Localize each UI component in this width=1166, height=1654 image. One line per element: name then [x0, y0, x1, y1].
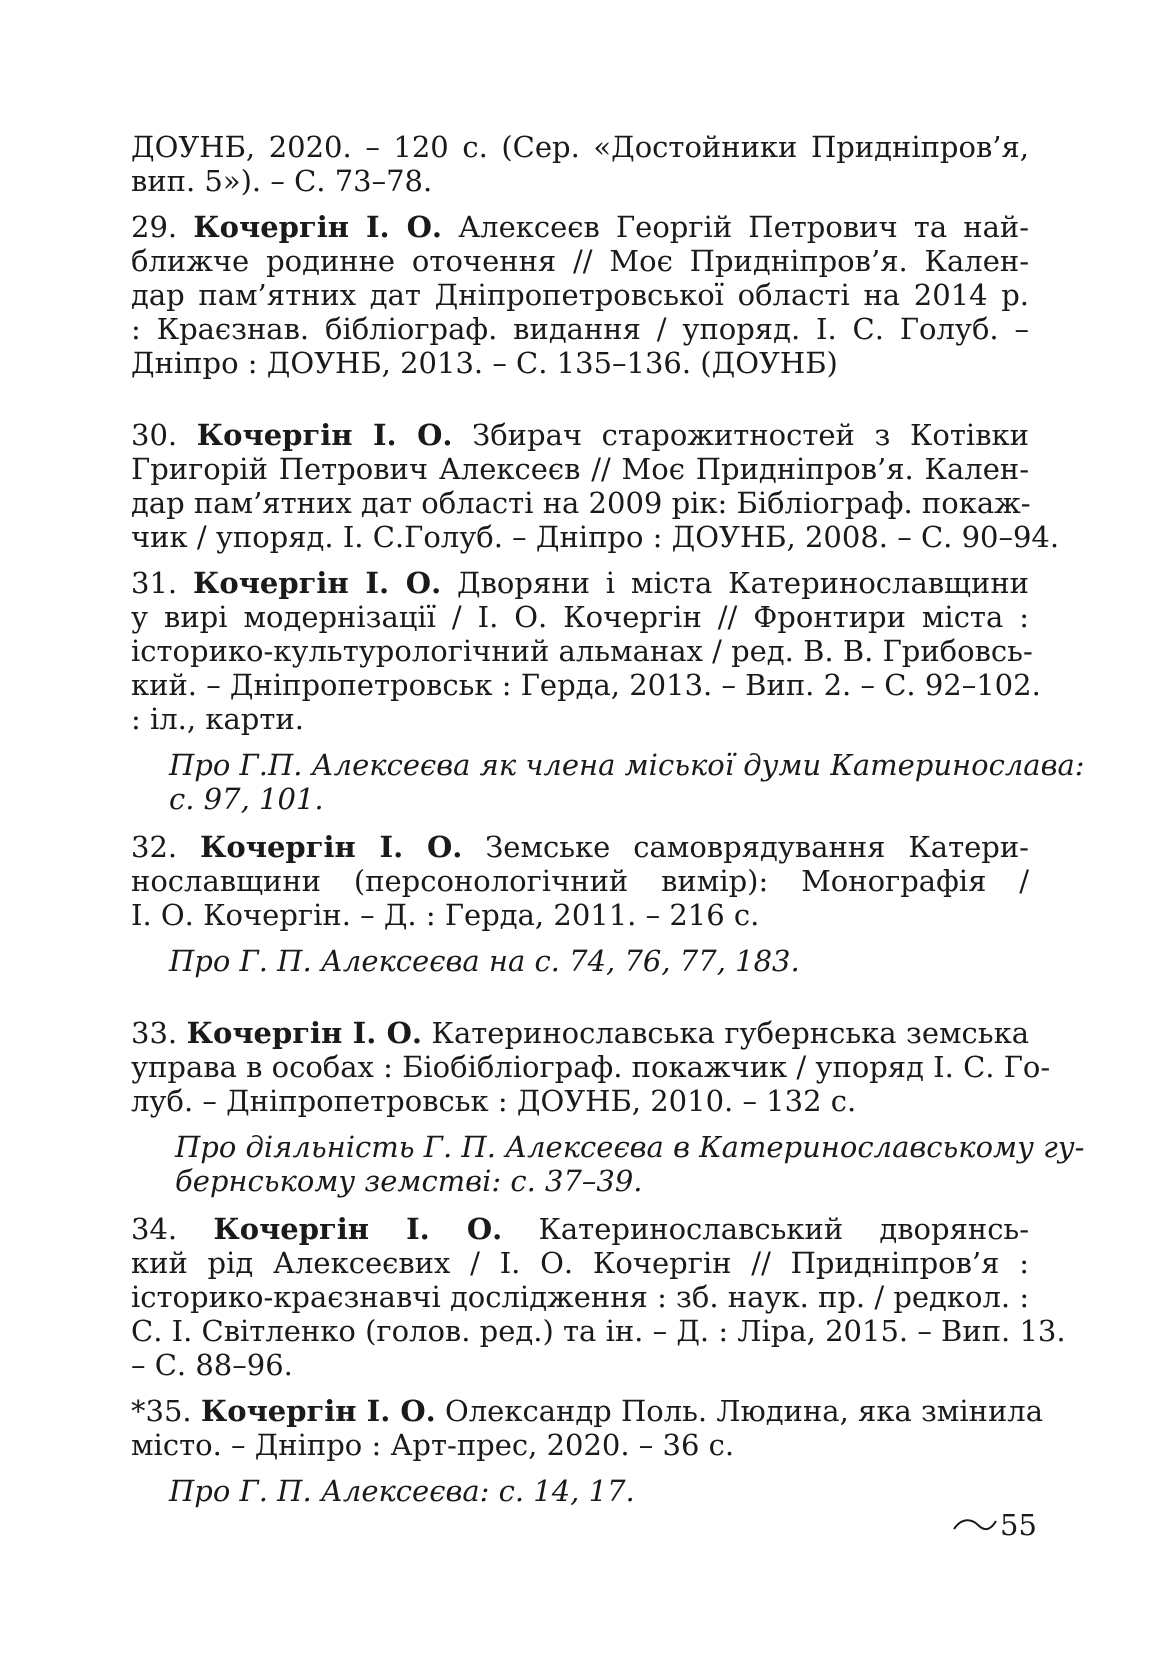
list-item-30 — [131, 418, 1060, 554]
page-number — [952, 1508, 1037, 1542]
entry-line: кий рід Алексеєвих / І. О. Кочергін // Придніпров’я : — [131, 1246, 1029, 1280]
page-number-text: 55 — [1000, 1508, 1037, 1542]
entry-line: 33. Кочергін І. О. Катеринославська губернська земська — [131, 1016, 1030, 1050]
entry-line: історико-краєзнавчі дослідження : зб. наук. пр. / редкол. : — [131, 1280, 1030, 1314]
entry-line: С. І. Світленко (голов. ред.) та ін. – Д. : Ліра, 2015. – Вип. 13. — [131, 1314, 1066, 1348]
entry-number: 32. — [131, 830, 178, 864]
entry-author: Кочергін І. О. — [200, 830, 463, 864]
entry-number: 29. — [131, 210, 178, 244]
entry-author: Кочергін І. О. — [213, 1212, 503, 1246]
entry-line: 31. Кочергін І. О. Дворяни і міста Катеринославщини — [131, 566, 1030, 600]
entry-line: 34. Кочергін І. О. Катеринославський дворянсь- — [131, 1212, 1030, 1246]
entry-line: місто. – Дніпро : Арт-прес, 2020. – 36 с. — [131, 1428, 735, 1462]
entry-author: Кочергін І. О. — [193, 210, 443, 244]
entry-line: : іл., карти. — [131, 702, 304, 736]
entry-number: 30. — [131, 418, 178, 452]
entry-annotation: Про Г. П. Алексеєва: с. 14, 17. — [169, 1474, 635, 1508]
entry-line: 29. Кочергін І. О. Алексеєв Георгій Петрович та най- — [131, 210, 1030, 244]
entry-author: Кочергін І. О. — [192, 566, 442, 600]
entry-line: вип. 5»). – С. 73–78. — [131, 164, 433, 198]
entry-line: управа в особах : Біобібліограф. покажчик / упоряд І. С. Го- — [131, 1050, 1051, 1084]
entry-author: Кочергін І. О. — [186, 1016, 423, 1050]
entry-annotation: Про Г.П. Алексеєва як члена міської думи Катеринослава: с. 97, 101. — [169, 748, 1085, 816]
entry-line: луб. – Дніпропетровськ : ДОУНБ, 2010. – 132 с. — [131, 1084, 857, 1118]
entry-line: 30. Кочергін І. О. Збирач старожитностей з Котівки — [131, 418, 1029, 452]
list-item-31 — [131, 566, 1041, 736]
entry-number: 34. — [131, 1212, 178, 1246]
list-item-33 — [131, 1016, 1051, 1118]
entry-number: 31. — [131, 566, 178, 600]
list-item-29 — [131, 210, 1029, 380]
entry-line: Дніпро : ДОУНБ, 2013. – С. 135–136. (ДОУНБ) — [131, 346, 838, 380]
entry-line: І. О. Кочергін. – Д. : Герда, 2011. – 216 с. — [131, 898, 760, 932]
entry-line: дар пам’ятних дат області на 2009 рік: Бібліограф. покаж- — [131, 486, 1031, 520]
entry-line: Григорій Петрович Алексеєв // Моє Придніпров’я. Кален- — [131, 452, 1029, 486]
entry-line: кий. – Дніпропетровськ : Герда, 2013. – Вип. 2. – С. 92–102. — [131, 668, 1041, 702]
entry-line: дар пам’ятних дат Дніпропетровської області на 2014 р. — [131, 278, 1029, 312]
list-item-34 — [131, 1212, 1066, 1382]
entry-line: : Краєзнав. бібліограф. видання / упоряд. І. С. Голуб. – — [131, 312, 1029, 346]
entry-number: 33. — [131, 1016, 178, 1050]
list-item-32 — [131, 830, 1029, 932]
entry-annotation: Про діяльність Г. П. Алексеєва в Катеринославському гу- бернському земстві: с. 37–39. — [175, 1130, 1085, 1198]
entry-line: *35. Кочергін І. О. Олександр Поль. Людина, яка змінила — [131, 1394, 1043, 1428]
list-item-35 — [131, 1394, 1043, 1462]
list-item-continuation — [131, 130, 1029, 198]
entry-line: ближче родинне оточення // Моє Придніпров’я. Кален- — [131, 244, 1029, 278]
entry-line: 32. Кочергін І. О. Земське самоврядування Катери- — [131, 830, 1029, 864]
entry-line: – С. 88–96. — [131, 1348, 293, 1382]
tilde-ornament-icon — [952, 1515, 998, 1535]
entry-author: Кочергін І. О. — [200, 1394, 436, 1428]
entry-line: нославщини (персонологічний вимір): Монографія / — [131, 864, 1029, 898]
entry-line: історико-культурологічний альманах / ред. В. В. Грибовсь- — [131, 634, 1033, 668]
entry-line: ДОУНБ, 2020. – 120 с. (Сер. «Достойники Придніпров’я, — [131, 130, 1029, 164]
entry-line: у вирі модернізації / І. О. Кочергін // Фронтири міста : — [131, 600, 1029, 634]
entry-number: *35. — [131, 1394, 192, 1428]
entry-annotation: Про Г. П. Алексеєва на с. 74, 76, 77, 183. — [169, 944, 800, 978]
entry-line: чик / упоряд. І. С.Голуб. – Дніпро : ДОУНБ, 2008. – С. 90–94. — [131, 520, 1060, 554]
bibliography-list — [131, 130, 1085, 1522]
entry-author: Кочергін І. О. — [196, 418, 453, 452]
